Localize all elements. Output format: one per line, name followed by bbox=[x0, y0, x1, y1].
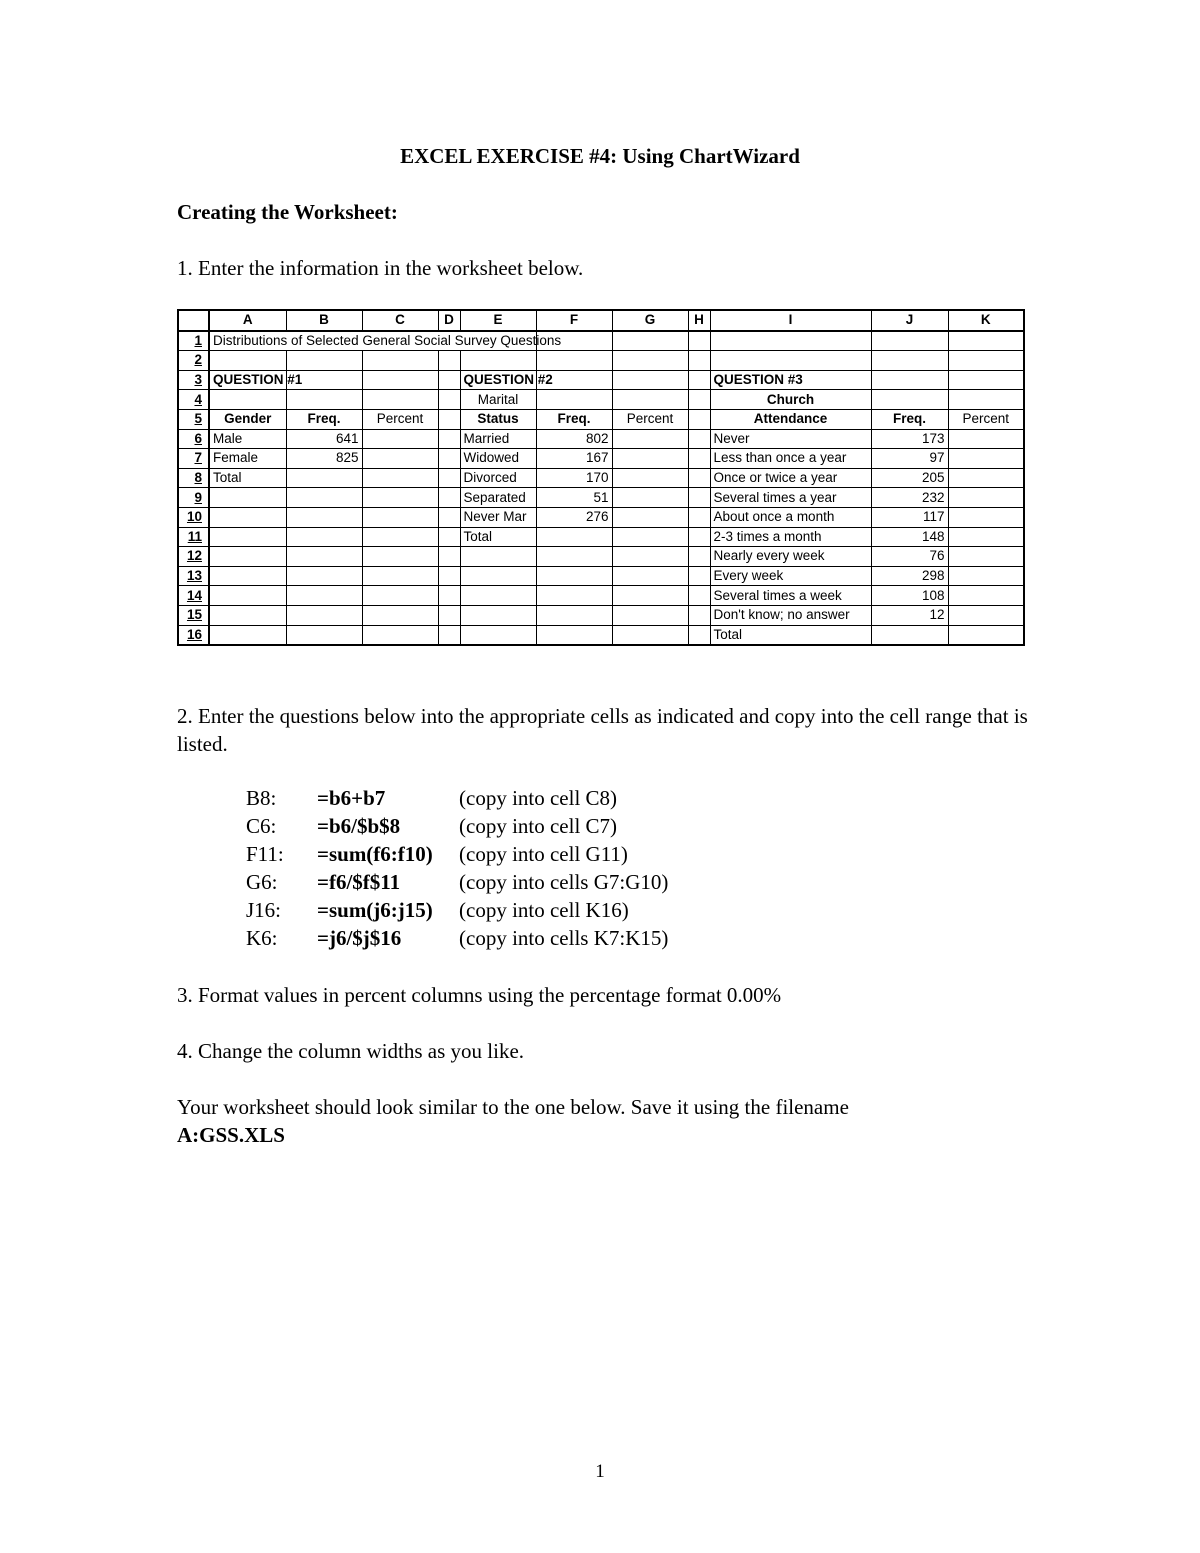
cell-c7[interactable] bbox=[362, 449, 438, 469]
cell-a10[interactable] bbox=[209, 507, 286, 527]
cell-d2[interactable] bbox=[438, 351, 460, 371]
cell-e11[interactable]: Total bbox=[460, 527, 536, 547]
formula-list bbox=[246, 784, 668, 952]
cell-i5[interactable]: Attendance bbox=[710, 409, 871, 429]
worksheet-row bbox=[178, 409, 1024, 429]
cell-g5[interactable]: Percent bbox=[612, 409, 688, 429]
cell-d3[interactable] bbox=[438, 370, 460, 390]
cell-c6[interactable] bbox=[362, 429, 438, 449]
cell-c5[interactable]: Percent bbox=[362, 409, 438, 429]
cell-k8[interactable] bbox=[948, 468, 1024, 488]
cell-g16[interactable] bbox=[612, 625, 688, 645]
formula-note: (copy into cells G7:G10) bbox=[459, 870, 669, 894]
step-3-text: 3. Format values in percent columns using the percentage format 0.00% bbox=[177, 983, 782, 1007]
cell-a9[interactable] bbox=[209, 488, 286, 508]
cell-e9[interactable]: Separated bbox=[460, 488, 536, 508]
cell-g3[interactable] bbox=[612, 370, 688, 390]
cell-h14[interactable] bbox=[688, 586, 710, 606]
worksheet-row bbox=[178, 390, 1024, 410]
cell-d4[interactable] bbox=[438, 390, 460, 410]
cell-b5[interactable]: Freq. bbox=[286, 409, 362, 429]
column-header-c[interactable]: C bbox=[362, 310, 438, 331]
cell-a11[interactable] bbox=[209, 527, 286, 547]
formula-expression: =j6/$j$16 bbox=[317, 926, 402, 950]
worksheet-row bbox=[178, 370, 1024, 390]
cell-f8[interactable]: 170 bbox=[536, 468, 612, 488]
cell-g10[interactable] bbox=[612, 507, 688, 527]
worksheet-row bbox=[178, 449, 1024, 469]
column-header-row bbox=[178, 310, 1024, 331]
cell-f11[interactable] bbox=[536, 527, 612, 547]
cell-k2[interactable] bbox=[948, 351, 1024, 371]
cell-a16[interactable] bbox=[209, 625, 286, 645]
cell-e14[interactable] bbox=[460, 586, 536, 606]
cell-e13[interactable] bbox=[460, 566, 536, 586]
cell-k9[interactable] bbox=[948, 488, 1024, 508]
cell-f5[interactable]: Freq. bbox=[536, 409, 612, 429]
cell-d16[interactable] bbox=[438, 625, 460, 645]
column-header-d[interactable]: D bbox=[438, 310, 460, 331]
cell-d5[interactable] bbox=[438, 409, 460, 429]
cell-d7[interactable] bbox=[438, 449, 460, 469]
row-number[interactable]: 12 bbox=[178, 547, 209, 567]
cell-c16[interactable] bbox=[362, 625, 438, 645]
worksheet-row bbox=[178, 468, 1024, 488]
cell-f13[interactable] bbox=[536, 566, 612, 586]
cell-f12[interactable] bbox=[536, 547, 612, 567]
worksheet-row bbox=[178, 527, 1024, 547]
formula-row bbox=[246, 812, 668, 840]
cell-f2[interactable] bbox=[536, 351, 612, 371]
cell-k11[interactable] bbox=[948, 527, 1024, 547]
cell-h4[interactable] bbox=[688, 390, 710, 410]
row-number[interactable]: 14 bbox=[178, 586, 209, 606]
cell-b7[interactable]: 825 bbox=[286, 449, 362, 469]
closing-text: Your worksheet should look similar to the one below. Save it using the filename bbox=[177, 1095, 849, 1119]
cell-d13[interactable] bbox=[438, 566, 460, 586]
cell-i4[interactable]: Church bbox=[710, 390, 871, 410]
formula-note: (copy into cell C8) bbox=[459, 786, 618, 810]
cell-g7[interactable] bbox=[612, 449, 688, 469]
cell-k1[interactable] bbox=[948, 331, 1024, 351]
cell-h3[interactable] bbox=[688, 370, 710, 390]
formula-row bbox=[246, 784, 668, 812]
cell-i2[interactable] bbox=[710, 351, 871, 371]
cell-c9[interactable] bbox=[362, 488, 438, 508]
cell-j12[interactable]: 76 bbox=[871, 547, 948, 567]
worksheet-table bbox=[177, 309, 1025, 646]
cell-j8[interactable]: 205 bbox=[871, 468, 948, 488]
cell-f9[interactable]: 51 bbox=[536, 488, 612, 508]
cell-i9[interactable]: Several times a year bbox=[710, 488, 871, 508]
formula-note: (copy into cell G11) bbox=[459, 842, 628, 866]
formula-expression: =b6/$b$8 bbox=[317, 814, 401, 838]
cell-a2[interactable] bbox=[209, 351, 286, 371]
cell-k7[interactable] bbox=[948, 449, 1024, 469]
cell-e5[interactable]: Status bbox=[460, 409, 536, 429]
cell-g9[interactable] bbox=[612, 488, 688, 508]
cell-h11[interactable] bbox=[688, 527, 710, 547]
cell-e2[interactable] bbox=[460, 351, 536, 371]
cell-c2[interactable] bbox=[362, 351, 438, 371]
formula-row bbox=[246, 840, 668, 868]
cell-h7[interactable] bbox=[688, 449, 710, 469]
formula-cell-ref: J16: bbox=[246, 898, 282, 922]
formula-row bbox=[246, 924, 668, 952]
cell-b2[interactable] bbox=[286, 351, 362, 371]
cell-a4[interactable] bbox=[209, 390, 286, 410]
cell-g6[interactable] bbox=[612, 429, 688, 449]
cell-a12[interactable] bbox=[209, 547, 286, 567]
row-number[interactable]: 1 bbox=[178, 331, 209, 351]
cell-h13[interactable] bbox=[688, 566, 710, 586]
corner-cell bbox=[178, 310, 209, 331]
row-number[interactable]: 9 bbox=[178, 488, 209, 508]
cell-b10[interactable] bbox=[286, 507, 362, 527]
cell-e15[interactable] bbox=[460, 605, 536, 625]
row-number[interactable]: 4 bbox=[178, 390, 209, 410]
cell-a15[interactable] bbox=[209, 605, 286, 625]
cell-a13[interactable] bbox=[209, 566, 286, 586]
cell-a3[interactable]: QUESTION #1 bbox=[209, 370, 286, 390]
cell-i1[interactable] bbox=[710, 331, 871, 351]
cell-c8[interactable] bbox=[362, 468, 438, 488]
cell-f7[interactable]: 167 bbox=[536, 449, 612, 469]
cell-k14[interactable] bbox=[948, 586, 1024, 606]
cell-j10[interactable]: 117 bbox=[871, 507, 948, 527]
cell-k12[interactable] bbox=[948, 547, 1024, 567]
cell-i10[interactable]: About once a month bbox=[710, 507, 871, 527]
formula-expression: =f6/$f$11 bbox=[317, 870, 401, 894]
cell-k3[interactable] bbox=[948, 370, 1024, 390]
cell-i8[interactable]: Once or twice a year bbox=[710, 468, 871, 488]
formula-row bbox=[246, 896, 668, 924]
cell-i11[interactable]: 2-3 times a month bbox=[710, 527, 871, 547]
cell-h12[interactable] bbox=[688, 547, 710, 567]
cell-b11[interactable] bbox=[286, 527, 362, 547]
cell-b4[interactable] bbox=[286, 390, 362, 410]
cell-h10[interactable] bbox=[688, 507, 710, 527]
cell-d11[interactable] bbox=[438, 527, 460, 547]
formula-note: (copy into cell C7) bbox=[459, 814, 618, 838]
cell-e10[interactable]: Never Mar bbox=[460, 507, 536, 527]
cell-j5[interactable]: Freq. bbox=[871, 409, 948, 429]
cell-f16[interactable] bbox=[536, 625, 612, 645]
cell-f6[interactable]: 802 bbox=[536, 429, 612, 449]
cell-h2[interactable] bbox=[688, 351, 710, 371]
formula-expression: =b6+b7 bbox=[317, 786, 386, 810]
worksheet-row bbox=[178, 331, 1024, 351]
cell-h6[interactable] bbox=[688, 429, 710, 449]
cell-j16[interactable] bbox=[871, 625, 948, 645]
cell-i15[interactable]: Don't know; no answer bbox=[710, 605, 871, 625]
cell-d8[interactable] bbox=[438, 468, 460, 488]
column-header-b[interactable]: B bbox=[286, 310, 362, 331]
formula-cell-ref: B8: bbox=[246, 786, 277, 810]
cell-j13[interactable]: 298 bbox=[871, 566, 948, 586]
formula-cell-ref: G6: bbox=[246, 870, 278, 894]
step-1-text: 1. Enter the information in the worksheet below. bbox=[177, 256, 584, 280]
cell-c11[interactable] bbox=[362, 527, 438, 547]
cell-d9[interactable] bbox=[438, 488, 460, 508]
formula-expression: =sum(j6:j15) bbox=[317, 898, 433, 922]
cell-c12[interactable] bbox=[362, 547, 438, 567]
cell-k6[interactable] bbox=[948, 429, 1024, 449]
row-number[interactable]: 2 bbox=[178, 351, 209, 371]
cell-f4[interactable] bbox=[536, 390, 612, 410]
cell-d15[interactable] bbox=[438, 605, 460, 625]
row-number[interactable]: 13 bbox=[178, 566, 209, 586]
cell-a5[interactable]: Gender bbox=[209, 409, 286, 429]
cell-b9[interactable] bbox=[286, 488, 362, 508]
step-4-text: 4. Change the column widths as you like. bbox=[177, 1039, 525, 1063]
cell-g8[interactable] bbox=[612, 468, 688, 488]
cell-j11[interactable]: 148 bbox=[871, 527, 948, 547]
cell-b8[interactable] bbox=[286, 468, 362, 488]
page-number: 1 bbox=[595, 1461, 605, 1482]
cell-e7[interactable]: Widowed bbox=[460, 449, 536, 469]
column-header-f[interactable]: F bbox=[536, 310, 612, 331]
cell-j6[interactable]: 173 bbox=[871, 429, 948, 449]
row-number[interactable]: 8 bbox=[178, 468, 209, 488]
cell-j1[interactable] bbox=[871, 331, 948, 351]
cell-i16[interactable]: Total bbox=[710, 625, 871, 645]
cell-c15[interactable] bbox=[362, 605, 438, 625]
cell-c3[interactable] bbox=[362, 370, 438, 390]
row-number[interactable]: 3 bbox=[178, 370, 209, 390]
step-2-text: 2. Enter the questions below into the appropriate cells as indicated and copy into the cell range that is listed. bbox=[177, 704, 1028, 756]
cell-g11[interactable] bbox=[612, 527, 688, 547]
cell-b14[interactable] bbox=[286, 586, 362, 606]
worksheet-row bbox=[178, 625, 1024, 645]
row-number[interactable]: 7 bbox=[178, 449, 209, 469]
cell-g13[interactable] bbox=[612, 566, 688, 586]
column-header-j[interactable]: J bbox=[871, 310, 948, 331]
formula-cell-ref: K6: bbox=[246, 926, 278, 950]
cell-e3[interactable]: QUESTION #2 bbox=[460, 370, 536, 390]
column-header-i[interactable]: I bbox=[710, 310, 871, 331]
cell-a1[interactable]: Distributions of Selected General Social Survey Questions bbox=[209, 331, 286, 351]
row-number[interactable]: 10 bbox=[178, 507, 209, 527]
cell-f15[interactable] bbox=[536, 605, 612, 625]
cell-k10[interactable] bbox=[948, 507, 1024, 527]
cell-a7[interactable]: Female bbox=[209, 449, 286, 469]
cell-b16[interactable] bbox=[286, 625, 362, 645]
cell-i7[interactable]: Less than once a year bbox=[710, 449, 871, 469]
cell-a8[interactable]: Total bbox=[209, 468, 286, 488]
cell-e6[interactable]: Married bbox=[460, 429, 536, 449]
worksheet-row bbox=[178, 586, 1024, 606]
cell-c14[interactable] bbox=[362, 586, 438, 606]
worksheet-row bbox=[178, 507, 1024, 527]
cell-c13[interactable] bbox=[362, 566, 438, 586]
column-header-g[interactable]: G bbox=[612, 310, 688, 331]
cell-d12[interactable] bbox=[438, 547, 460, 567]
filename-text: A:GSS.XLS bbox=[177, 1123, 285, 1147]
cell-j3[interactable] bbox=[871, 370, 948, 390]
row-number[interactable]: 16 bbox=[178, 625, 209, 645]
cell-d10[interactable] bbox=[438, 507, 460, 527]
worksheet-row bbox=[178, 547, 1024, 567]
cell-j15[interactable]: 12 bbox=[871, 605, 948, 625]
cell-e8[interactable]: Divorced bbox=[460, 468, 536, 488]
cell-d14[interactable] bbox=[438, 586, 460, 606]
cell-e12[interactable] bbox=[460, 547, 536, 567]
row-number[interactable]: 6 bbox=[178, 429, 209, 449]
cell-j4[interactable] bbox=[871, 390, 948, 410]
column-header-k[interactable]: K bbox=[948, 310, 1024, 331]
cell-k13[interactable] bbox=[948, 566, 1024, 586]
cell-j14[interactable]: 108 bbox=[871, 586, 948, 606]
page-title: EXCEL EXERCISE #4: Using ChartWizard bbox=[400, 144, 800, 168]
cell-f14[interactable] bbox=[536, 586, 612, 606]
cell-g14[interactable] bbox=[612, 586, 688, 606]
cell-h5[interactable] bbox=[688, 409, 710, 429]
worksheet-row bbox=[178, 429, 1024, 449]
cell-g4[interactable] bbox=[612, 390, 688, 410]
cell-g1[interactable] bbox=[612, 331, 688, 351]
formula-note: (copy into cells K7:K15) bbox=[459, 926, 669, 950]
row-number[interactable]: 11 bbox=[178, 527, 209, 547]
cell-c4[interactable] bbox=[362, 390, 438, 410]
row-number[interactable]: 5 bbox=[178, 409, 209, 429]
formula-note: (copy into cell K16) bbox=[459, 898, 629, 922]
cell-f10[interactable]: 276 bbox=[536, 507, 612, 527]
cell-d6[interactable] bbox=[438, 429, 460, 449]
cell-k4[interactable] bbox=[948, 390, 1024, 410]
cell-j9[interactable]: 232 bbox=[871, 488, 948, 508]
cell-i12[interactable]: Nearly every week bbox=[710, 547, 871, 567]
formula-expression: =sum(f6:f10) bbox=[317, 842, 433, 866]
cell-k5[interactable]: Percent bbox=[948, 409, 1024, 429]
worksheet-row bbox=[178, 488, 1024, 508]
cell-e4[interactable]: Marital bbox=[460, 390, 536, 410]
cell-i13[interactable]: Every week bbox=[710, 566, 871, 586]
cell-b12[interactable] bbox=[286, 547, 362, 567]
cell-b13[interactable] bbox=[286, 566, 362, 586]
cell-g12[interactable] bbox=[612, 547, 688, 567]
cell-e16[interactable] bbox=[460, 625, 536, 645]
cell-h1[interactable] bbox=[688, 331, 710, 351]
row-number[interactable]: 15 bbox=[178, 605, 209, 625]
cell-k16[interactable] bbox=[948, 625, 1024, 645]
cell-h9[interactable] bbox=[688, 488, 710, 508]
worksheet-row bbox=[178, 351, 1024, 371]
cell-c10[interactable] bbox=[362, 507, 438, 527]
formula-row bbox=[246, 868, 668, 896]
formula-cell-ref: C6: bbox=[246, 814, 277, 838]
column-header-h[interactable]: H bbox=[688, 310, 710, 331]
cell-h16[interactable] bbox=[688, 625, 710, 645]
cell-h15[interactable] bbox=[688, 605, 710, 625]
cell-h8[interactable] bbox=[688, 468, 710, 488]
column-header-a[interactable]: A bbox=[209, 310, 286, 331]
cell-i14[interactable]: Several times a week bbox=[710, 586, 871, 606]
cell-i3[interactable]: QUESTION #3 bbox=[710, 370, 871, 390]
column-header-e[interactable]: E bbox=[460, 310, 536, 331]
cell-j7[interactable]: 97 bbox=[871, 449, 948, 469]
formula-cell-ref: F11: bbox=[246, 842, 284, 866]
section-heading: Creating the Worksheet: bbox=[177, 200, 398, 224]
cell-b15[interactable] bbox=[286, 605, 362, 625]
cell-k15[interactable] bbox=[948, 605, 1024, 625]
cell-a14[interactable] bbox=[209, 586, 286, 606]
cell-j2[interactable] bbox=[871, 351, 948, 371]
cell-a6[interactable]: Male bbox=[209, 429, 286, 449]
worksheet-row bbox=[178, 605, 1024, 625]
cell-i6[interactable]: Never bbox=[710, 429, 871, 449]
worksheet-row bbox=[178, 566, 1024, 586]
cell-g15[interactable] bbox=[612, 605, 688, 625]
cell-b6[interactable]: 641 bbox=[286, 429, 362, 449]
cell-g2[interactable] bbox=[612, 351, 688, 371]
